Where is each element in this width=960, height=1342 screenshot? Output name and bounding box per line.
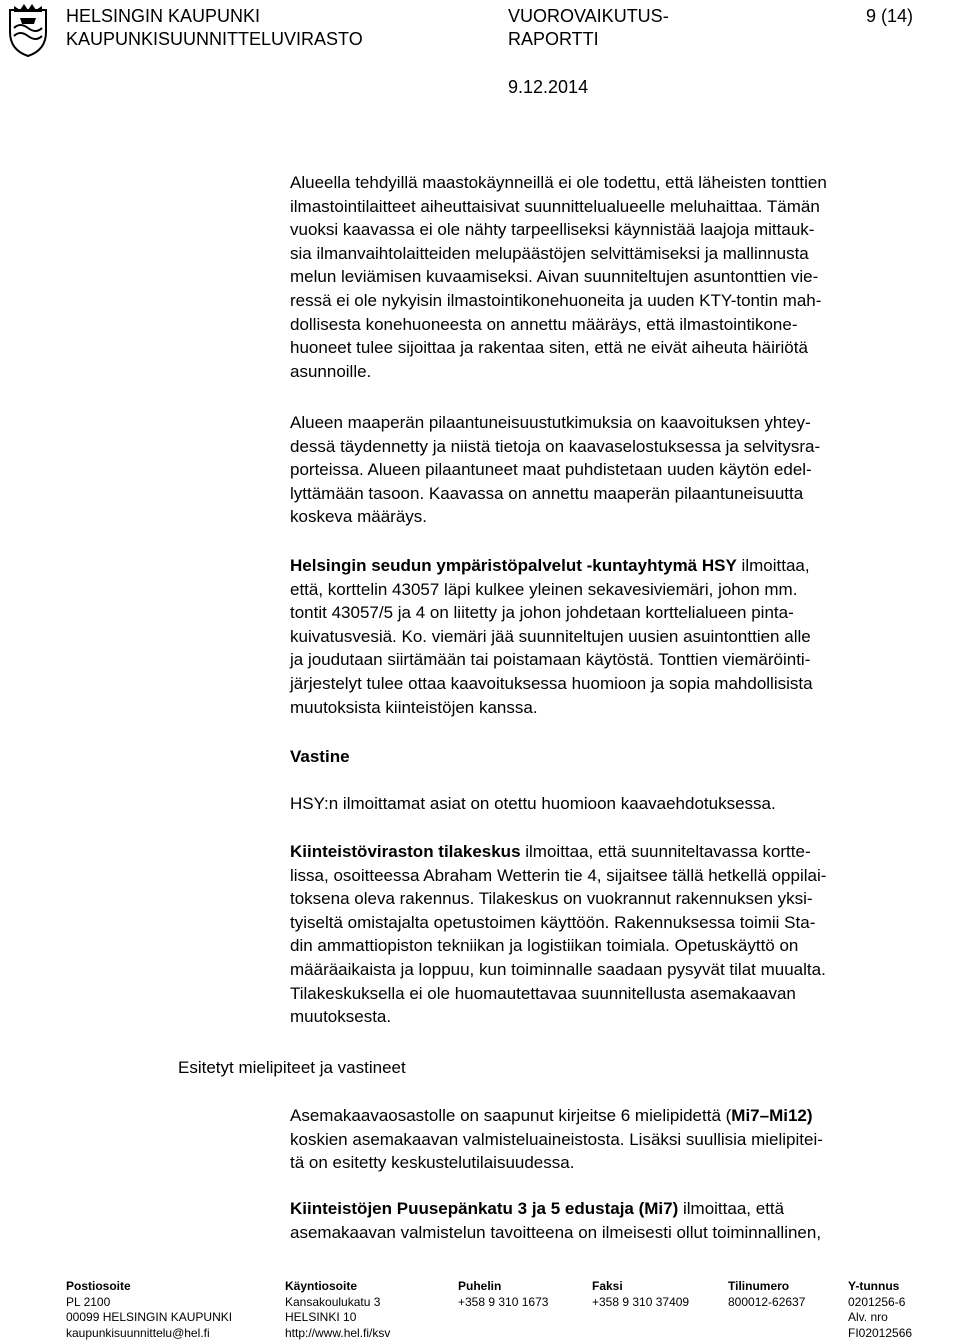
paragraph-hsy — [290, 554, 950, 719]
text-line — [290, 1197, 950, 1221]
text-line: koskeva määräys. — [290, 507, 427, 527]
text-line: melun leviämisen kuvaamiseksi. Aivan suunniteltujen asuntonttien vie- — [290, 267, 819, 287]
text-line: määräaikaista ja loppuu, kun toiminnalle saadaan pysyvät tilat muualta. — [290, 959, 826, 979]
footer-phone — [458, 1279, 548, 1310]
footer-value: 0201256-6 — [848, 1294, 906, 1309]
page-number: 9 (14) — [866, 6, 914, 26]
text-line: lissa, osoitteessa Abraham Wetterin tie 4, sijaitsee tällä hetkellä oppilai- — [290, 865, 827, 885]
footer-business-id — [848, 1279, 912, 1341]
section-heading-opinions: Esitetyt mielipiteet ja vastineet — [178, 1058, 406, 1077]
text-line: lyttämään tasoon. Kaavassa on annettu maaperän pilaantuneisuutta — [290, 483, 804, 503]
mi7-heading: Kiinteistöjen Puusepänkatu 3 ja 5 edustaja (Mi7) — [290, 1199, 679, 1218]
text-line: ressä ei ole nykyisin ilmastointikonehuoneita ja uuden KTY-tontin mah- — [290, 290, 822, 310]
footer-email: kaupunkisuunnittelu@hel.fi — [66, 1325, 210, 1340]
org-line1: HELSINGIN KAUPUNKI — [66, 6, 261, 26]
footer-fax — [592, 1279, 689, 1310]
footer-url: http://www.hel.fi/ksv — [285, 1325, 391, 1340]
text-fragment: Asemakaavaosastolle on saapunut kirjeitse 6 mielipidettä ( — [290, 1106, 732, 1125]
text-line: koskien asemakaavan valmisteluaineistosta. Lisäksi suullisia mielipitei- — [290, 1129, 823, 1149]
footer-value: 00099 HELSINGIN KAUPUNKI — [66, 1310, 233, 1324]
paragraph-noise — [290, 171, 950, 383]
text-line — [290, 840, 950, 864]
text-line: dollisesta konehuoneesta on annettu määräys, että ilmastointikone- — [290, 314, 798, 334]
text-line: asunnoille. — [290, 361, 372, 381]
org-name — [66, 5, 363, 51]
text-line: toksena oleva rakennus. Tilakeskus on vuokrannut rakennuksen yksi- — [290, 889, 813, 909]
text-line: tyiseltä omistajalta opetustoimen käyttöön. Rakennuksessa toimii Sta- — [290, 912, 816, 932]
text-line: kuivatusvesiä. Ko. viemäri jää suunniteltujen uusien asuintonttien alle — [290, 626, 811, 646]
text-line: ilmastointilaitteet aiheuttaisivat suunnittelualueelle meluhaittaa. Tämän — [290, 196, 820, 216]
document-date: 9.12.2014 — [508, 77, 589, 97]
footer-value: 800012-62637 — [728, 1294, 806, 1309]
opinion-range: Mi7–Mi12) — [731, 1106, 813, 1125]
doc-line1: VUOROVAIKUTUS- — [508, 6, 669, 26]
text-line: dessä täydennetty ja niistä tietoja on kaavaselostuksessa ja selvitysra- — [290, 436, 821, 456]
org-line2: KAUPUNKISUUNNITTELUVIRASTO — [66, 29, 363, 49]
paragraph-mi7 — [290, 1197, 950, 1244]
document-type — [508, 5, 669, 51]
text-line: että, korttelin 43057 läpi kulkee yleinen sekavesiviemäri, johon mm. — [290, 579, 798, 599]
text-line: Alueella tehdyillä maastokäynneillä ei ole todettu, että läheisten tonttien — [290, 173, 827, 192]
hsy-heading: Helsingin seudun ympäristöpalvelut -kuntayhtymä HSY — [290, 556, 737, 575]
footer-value: PL 2100 — [66, 1294, 111, 1309]
paragraph-opinions — [290, 1104, 950, 1175]
text-line: muutoksesta. — [290, 1007, 392, 1027]
vastine-heading: Vastine — [290, 747, 350, 766]
text-line: ja joudutaan siirtämään tai poistamaan käytöstä. Tonttien viemäröinti- — [290, 650, 811, 670]
text-line: järjestelyt tulee ottaa kaavoituksessa huomioon ja sopia mahdollisista — [290, 673, 813, 693]
footer-label: Y-tunnus — [848, 1279, 900, 1293]
footer-value: Alv. nro — [848, 1310, 888, 1324]
text-fragment: ilmoittaa, että — [678, 1199, 785, 1218]
footer-label: Käyntiosoite — [285, 1279, 358, 1293]
footer-label: Tilinumero — [728, 1279, 790, 1293]
doc-line2: RAPORTTI — [508, 29, 599, 49]
footer-value: Kansakoulukatu 3 — [285, 1294, 381, 1309]
footer-label: Puhelin — [458, 1279, 502, 1293]
text-line: vuoksi kaavassa ei ole nähty tarpeelliseksi käynnistää laajoja mittauk- — [290, 220, 815, 240]
footer-label: Postiosoite — [66, 1279, 131, 1293]
vastine-text: HSY:n ilmoittamat asiat on otettu huomioon kaavaehdotuksessa. — [290, 794, 776, 813]
paragraph-soil — [290, 411, 950, 529]
tilakeskus-heading: Kiinteistöviraston tilakeskus — [290, 842, 521, 861]
text-fragment: ilmoittaa, että suunniteltavassa kortte- — [520, 842, 811, 861]
helsinki-crest-icon — [6, 2, 50, 58]
footer-value: HELSINKI 10 — [285, 1310, 357, 1324]
text-fragment: ilmoittaa, — [736, 556, 810, 575]
text-line: Tilakeskuksella ei ole huomautettavaa suunnitellusta asemakaavan — [290, 983, 796, 1003]
footer-visit — [285, 1279, 390, 1341]
footer-value: +358 9 310 37409 — [592, 1294, 690, 1309]
footer-account — [728, 1279, 805, 1310]
footer-label: Faksi — [592, 1279, 623, 1293]
text-line: asemakaavan valmistelun tavoitteena on ilmeisesti ollut toiminnallinen, — [290, 1222, 822, 1242]
text-line — [290, 554, 950, 578]
text-line: sia ilmanvaihtolaitteiden melupäästöjen selvittämiseksi ja mallinnusta — [290, 243, 809, 263]
paragraph-tilakeskus — [290, 840, 950, 1029]
footer-postal — [66, 1279, 232, 1341]
text-line: huoneet tulee sijoittaa ja rakentaa siten, että ne eivät aiheuta häiriötä — [290, 338, 808, 358]
text-line: porteissa. Alueen pilaantuneet maat puhdistetaan uuden käytön edel- — [290, 460, 812, 480]
footer-value: +358 9 310 1673 — [458, 1294, 549, 1309]
text-line: din ammattiopiston tekniikan ja logistiikan toimiala. Opetuskäyttö on — [290, 936, 799, 956]
text-line: muutoksista kiinteistöjen kanssa. — [290, 697, 538, 717]
text-line: tontit 43057/5 ja 4 on liitetty ja johon johdetaan korttelialueen pinta- — [290, 603, 794, 623]
text-line: tä on esitetty keskustelutilaisuudessa. — [290, 1153, 575, 1173]
text-line: Alueen maaperän pilaantuneisuustutkimuksia on kaavoituksen yhtey- — [290, 413, 811, 432]
text-line — [290, 1104, 950, 1128]
footer-value: FI02012566 — [848, 1325, 913, 1340]
